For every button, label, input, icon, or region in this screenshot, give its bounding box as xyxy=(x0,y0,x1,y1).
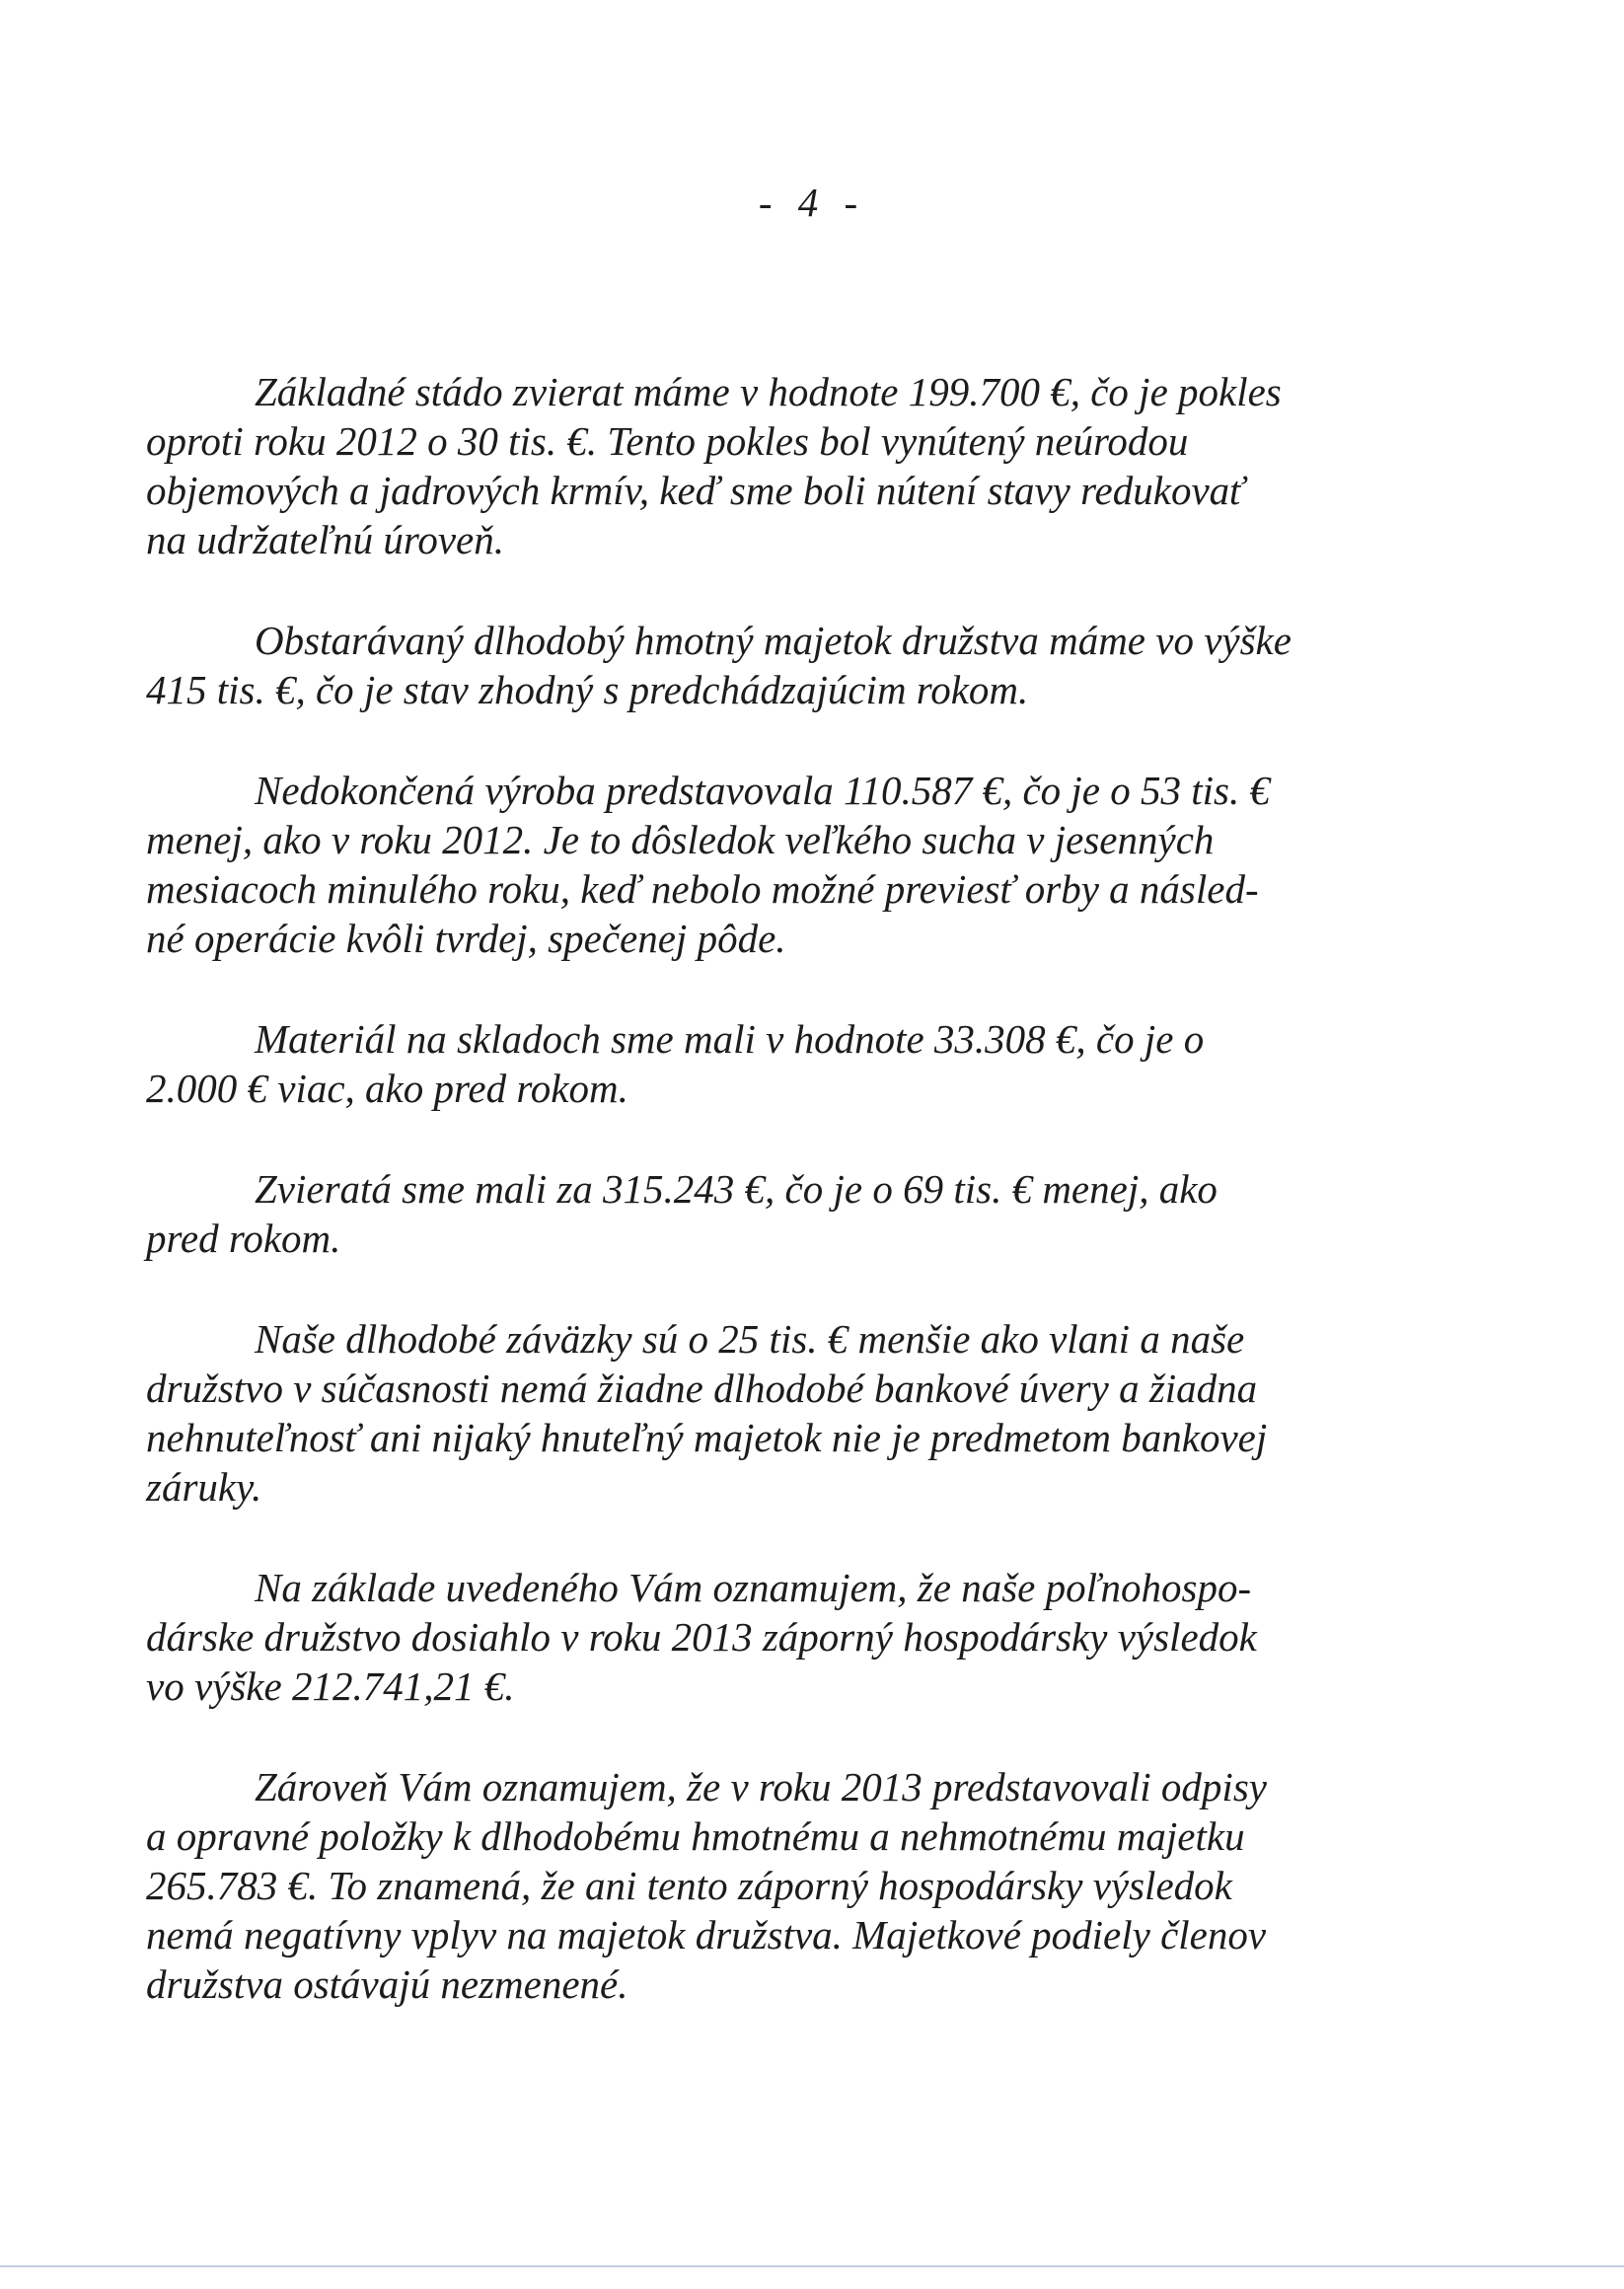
scan-edge-line xyxy=(0,2265,1624,2267)
paragraph-material-stock: Materiál na skladoch sme mali v hodnote 33.308 €, čo je o 2.000 € viac, ako pred rokom. xyxy=(146,1016,1205,1111)
paragraph-animals: Zvieratá sme mali za 315.243 €, čo je o 69 tis. € menej, ako pred rokom. xyxy=(146,1166,1218,1261)
paragraph-economic-result: Na základe uvedeného Vám oznamujem, že naše poľnohospo- dárske družstvo dosiahlo v roku 2013 záporný hospodársky výsledok vo výške 212.741,21 €. xyxy=(146,1565,1257,1709)
page-number: - 4 - xyxy=(758,180,866,225)
paragraph-depreciation: Zároveň Vám oznamujem, že v roku 2013 predstavovali odpisy a opravné položky k dlhodobému hmotnému a nehmotnému majetku 265.783 €. To znamená, že ani tento záporný hospodársky výsledok nemá negatívny vplyv na majetok družstva. Majetkové podiely členov družstva ostávajú nezmenené. xyxy=(146,1764,1267,2007)
document-body xyxy=(146,367,1391,2060)
paragraph-unfinished-production: Nedokončená výroba predstavovala 110.587 €, čo je o 53 tis. € menej, ako v roku 2012. Je to dôsledok veľkého sucha v jesenných mesiacoch minulého roku, keď nebolo možné previesť orby a násled- né operácie kvôli tvrdej, spečenej pôde. xyxy=(146,768,1270,961)
paragraph-herd-value: Základné stádo zvierat máme v hodnote 199.700 €, čo je pokles oproti roku 2012 o 30 tis. €. Tento pokles bol vynútený neúrodou objemových a jadrových krmív, keď sme boli nútení stavy redukovať na udržateľnú úroveň. xyxy=(146,369,1282,562)
paragraph-liabilities: Naše dlhodobé záväzky sú o 25 tis. € menšie ako vlani a naše družstvo v súčasnosti nemá žiadne dlhodobé bankové úvery a žiadna nehnuteľnosť ani nijaký hnuteľný majetok nie je predmetom bankovej záruky. xyxy=(146,1316,1268,1510)
paragraph-fixed-assets: Obstarávaný dlhodobý hmotný majetok družstva máme vo výške 415 tis. €, čo je stav zhodný s predchádzajúcim rokom. xyxy=(146,618,1292,712)
